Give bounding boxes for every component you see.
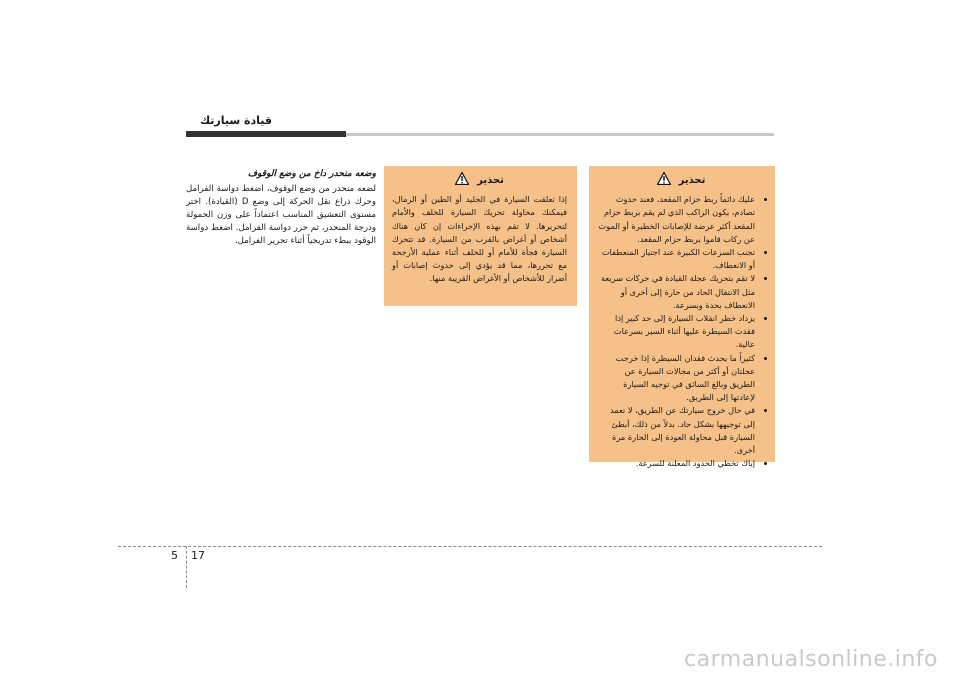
watermark: carmanualsonline.info — [684, 647, 938, 672]
warning-list-item: • يزداد خطر انقلاب السيارة إلى حد كبير إذا فقدت السيطرة عليها أثناء السير بسرعات عالية. — [597, 312, 755, 352]
warning-label: تحذير — [477, 175, 504, 186]
header-bar-rule — [346, 133, 774, 136]
warning-list-item: • إياك تخطي الحدود المعلنة للسرعة. — [597, 457, 755, 470]
warning-box-stuck-vehicle — [384, 166, 577, 306]
footer-vertical-divider — [186, 546, 187, 588]
warning-list-item: • كثيراً ما يحدث فقدان السيطرة إذا خرجت عجلتان أو أكثر من مجالات السيارة عن الطريق وبالغ السائق في توجيه السيارة لإعادتها إلى الطريق. — [597, 352, 755, 405]
page-number: 17 — [191, 549, 205, 562]
warning-list-item: • لا تقم بتحريك عجلة القيادة في حركات سريعة مثل الانتقال الحاد من حارة إلى أخرى أو الانعطاف بحدة وبسرعة. — [597, 272, 755, 312]
warning-header — [597, 172, 765, 189]
warning-triangle-icon — [455, 172, 469, 189]
procedure-text: لضعه منحدر من وضع الوقوف، اضغط دواسة الفرامل وحرك ذراع نقل الحركة إلى وضع D (القيادة). اختر مستوى التعشيق المناسب اعتماداً على وزن الحمولة ودرجة المنحدر، ثم حرر دواسة الفرامل. اضغط دواسة الوقود ببطء تدريجياً أثناء تحرير الفرامل. — [186, 184, 376, 246]
chapter-number: 5 — [171, 549, 178, 562]
warning-triangle-icon — [657, 172, 671, 189]
section-title: قيادة سيارتك — [200, 114, 272, 127]
warning-text: إذا تعلقت السيارة في الجليد أو الطين أو الرمال، فيمكنك محاولة تحريك السيارة للخلف والأمام لتحريرها. لا تقم بهذه الإجراءات إن كان هناك أشخاص أو أغراض بالقرب من السيارة. قد تتحرك السيارة فجأة للأمام أو للخلف أثناء عملية الأرجحة مع تحررها، مما قد يؤدي إلى حدوث إصابات أو أضرار للأشخاص أو الأغراض القريبة منها. — [392, 194, 567, 284]
warning-label: تحذير — [678, 175, 706, 186]
warning-list-item: • تجنب السرعات الكبيرة عند اجتياز المنعطفات أو الانعطاف. — [597, 246, 755, 272]
procedure-heading: وضعه منحدر داخ من وضع الوقوف — [247, 169, 376, 179]
footer-divider — [118, 546, 822, 547]
procedure-column — [186, 168, 376, 248]
warning-list-item: • في حال خروج سيارتك عن الطريق، لا تعمد إلى توجيهها بشكل حاد. بدلاً من ذلك، أبطئ السيارة قبل محاولة العودة إلى الحارة مرة أخرى. — [597, 404, 755, 457]
warning-header — [392, 172, 567, 189]
warning-list-item: • عليك دائماً ربط حزام المقعد، فعند حدوث تصادم، يكون الراكب الذي لم يقم بربط حزام المقعد أكثر عرضة للإصابات الخطيرة أو الموت عن ركاب قاموا بربط حزام المقعد. — [597, 193, 755, 246]
warning-box-safety — [589, 166, 775, 469]
header-bar-accent — [186, 131, 346, 137]
warning-list — [597, 193, 765, 470]
